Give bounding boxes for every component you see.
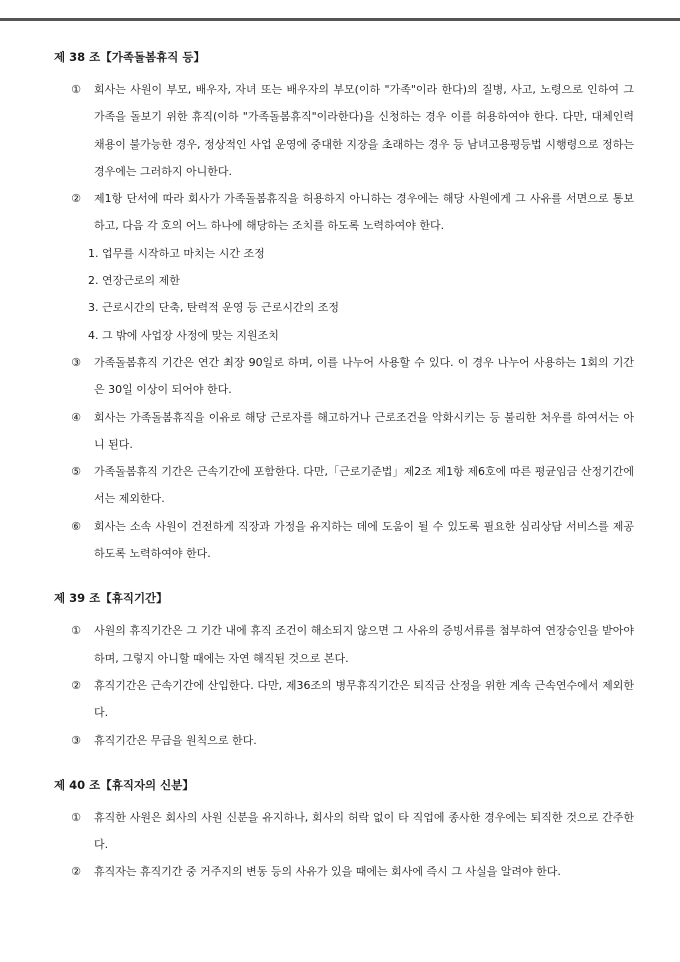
paragraph (54, 672, 634, 727)
paragraph (54, 349, 634, 404)
sub-item: 3. 근로시간의 단축, 탄력적 운영 등 근로시간의 조정 (88, 301, 339, 315)
article-38 (54, 48, 634, 567)
paragraph-marker: ④ (71, 410, 81, 424)
paragraph-marker: ① (71, 83, 81, 96)
paragraph-marker: ② (71, 865, 81, 879)
article-title: 제 39 조【휴직기간】 (54, 591, 168, 606)
paragraph-text: 휴직자는 휴직기간 중 거주지의 변동 등의 사유가 있을 때에는 회사에 즉시 그 사실을 알려야 한다. (94, 865, 561, 879)
paragraph-marker: ⑥ (71, 519, 81, 533)
paragraph-text: 사원의 휴직기간은 그 기간 내에 휴직 조건이 해소되지 않으면 그 사유의 증빙서류를 첨부하여 연장승인을 받아야 하며, 그렇지 아니할 때에는 자연 해직된 것으로 본다. (94, 624, 634, 665)
paragraph-marker: ③ (71, 355, 81, 369)
paragraph-marker: ② (71, 192, 81, 206)
sub-item: 2. 연장근로의 제한 (88, 274, 180, 288)
paragraph-text: 회사는 사원이 부모, 배우자, 자녀 또는 배우자의 부모(이하 "가족"이라 한다)의 질병, 사고, 노령으로 인하여 그 가족을 돌보기 위한 휴직(이하 "가족돌봄휴직"이라한다)을 신청하는 경우 이를 허용하여야 한다. 다만, 대체인력 채용이 불가능한 경우, 정상적인 사업 운영에 중대한 지장을 초래하는 경우 등 남녀고용평등법 시행령으로 정하는 경우에는 그러하지 아니한다. (94, 83, 634, 178)
paragraph-text: 가족돌봄휴직 기간은 근속기간에 포함한다. 다만,「근로기준법」제2조 제1항 제6호에 따른 평균임금 산정기간에서는 제외한다. (94, 465, 634, 506)
paragraph-text: 회사는 소속 사원이 건전하게 직장과 가정을 유지하는 데에 도움이 될 수 있도록 필요한 심리상담 서비스를 제공하도록 노력하여야 한다. (94, 519, 634, 561)
article-40 (54, 776, 634, 886)
paragraph-text: 가족돌봄휴직 기간은 연간 최장 90일로 하며, 이를 나누어 사용할 수 있다. 이 경우 나누어 사용하는 1회의 기간은 30일 이상이 되어야 한다. (94, 355, 634, 397)
paragraph (54, 76, 634, 185)
paragraph-marker: ① (71, 810, 81, 824)
paragraph (54, 513, 634, 568)
paragraph (54, 404, 634, 459)
paragraph-text: 휴직기간은 근속기간에 산입한다. 다만, 제36조의 병무휴직기간은 퇴직금 산정을 위한 계속 근속연수에서 제외한다. (94, 678, 634, 720)
paragraph (54, 804, 634, 859)
paragraph (54, 185, 634, 240)
paragraph (54, 458, 634, 513)
sub-item: 1. 업무를 시작하고 마치는 시간 조정 (88, 246, 265, 260)
article-39 (54, 589, 634, 753)
paragraph-marker: ⑤ (71, 465, 81, 479)
article-title: 제 38 조【가족돌봄휴직 등】 (54, 50, 205, 64)
paragraph-text: 휴직기간은 무급을 원칙으로 한다. (94, 733, 257, 747)
article-title: 제 40 조【휴직자의 신분】 (54, 777, 194, 792)
paragraph-text: 휴직한 사원은 회사의 사원 신분을 유지하나, 회사의 허락 없이 타 직업에 종사한 경우에는 퇴직한 것으로 간주한다. (94, 810, 634, 852)
paragraph (54, 727, 634, 754)
paragraph-marker: ① (71, 624, 81, 638)
paragraph-marker: ③ (71, 733, 81, 747)
paragraph (54, 858, 634, 885)
paragraph-marker: ② (71, 678, 81, 692)
paragraph-text: 제1항 단서에 따라 회사가 가족돌봄휴직을 허용하지 아니하는 경우에는 해당 사원에게 그 사유를 서면으로 통보하고, 다음 각 호의 어느 하나에 해당하는 조치를 하도록 노력하여야 한다. (94, 192, 634, 233)
document-body (54, 48, 634, 908)
sub-item: 4. 그 밖에 사업장 사정에 맞는 지원조치 (88, 328, 279, 342)
paragraph (54, 617, 634, 672)
top-rule (0, 18, 680, 21)
paragraph-text: 회사는 가족돌봄휴직을 이유로 해당 근로자를 해고하거나 근로조건을 악화시키는 등 불리한 처우를 하여서는 아니 된다. (94, 410, 634, 451)
